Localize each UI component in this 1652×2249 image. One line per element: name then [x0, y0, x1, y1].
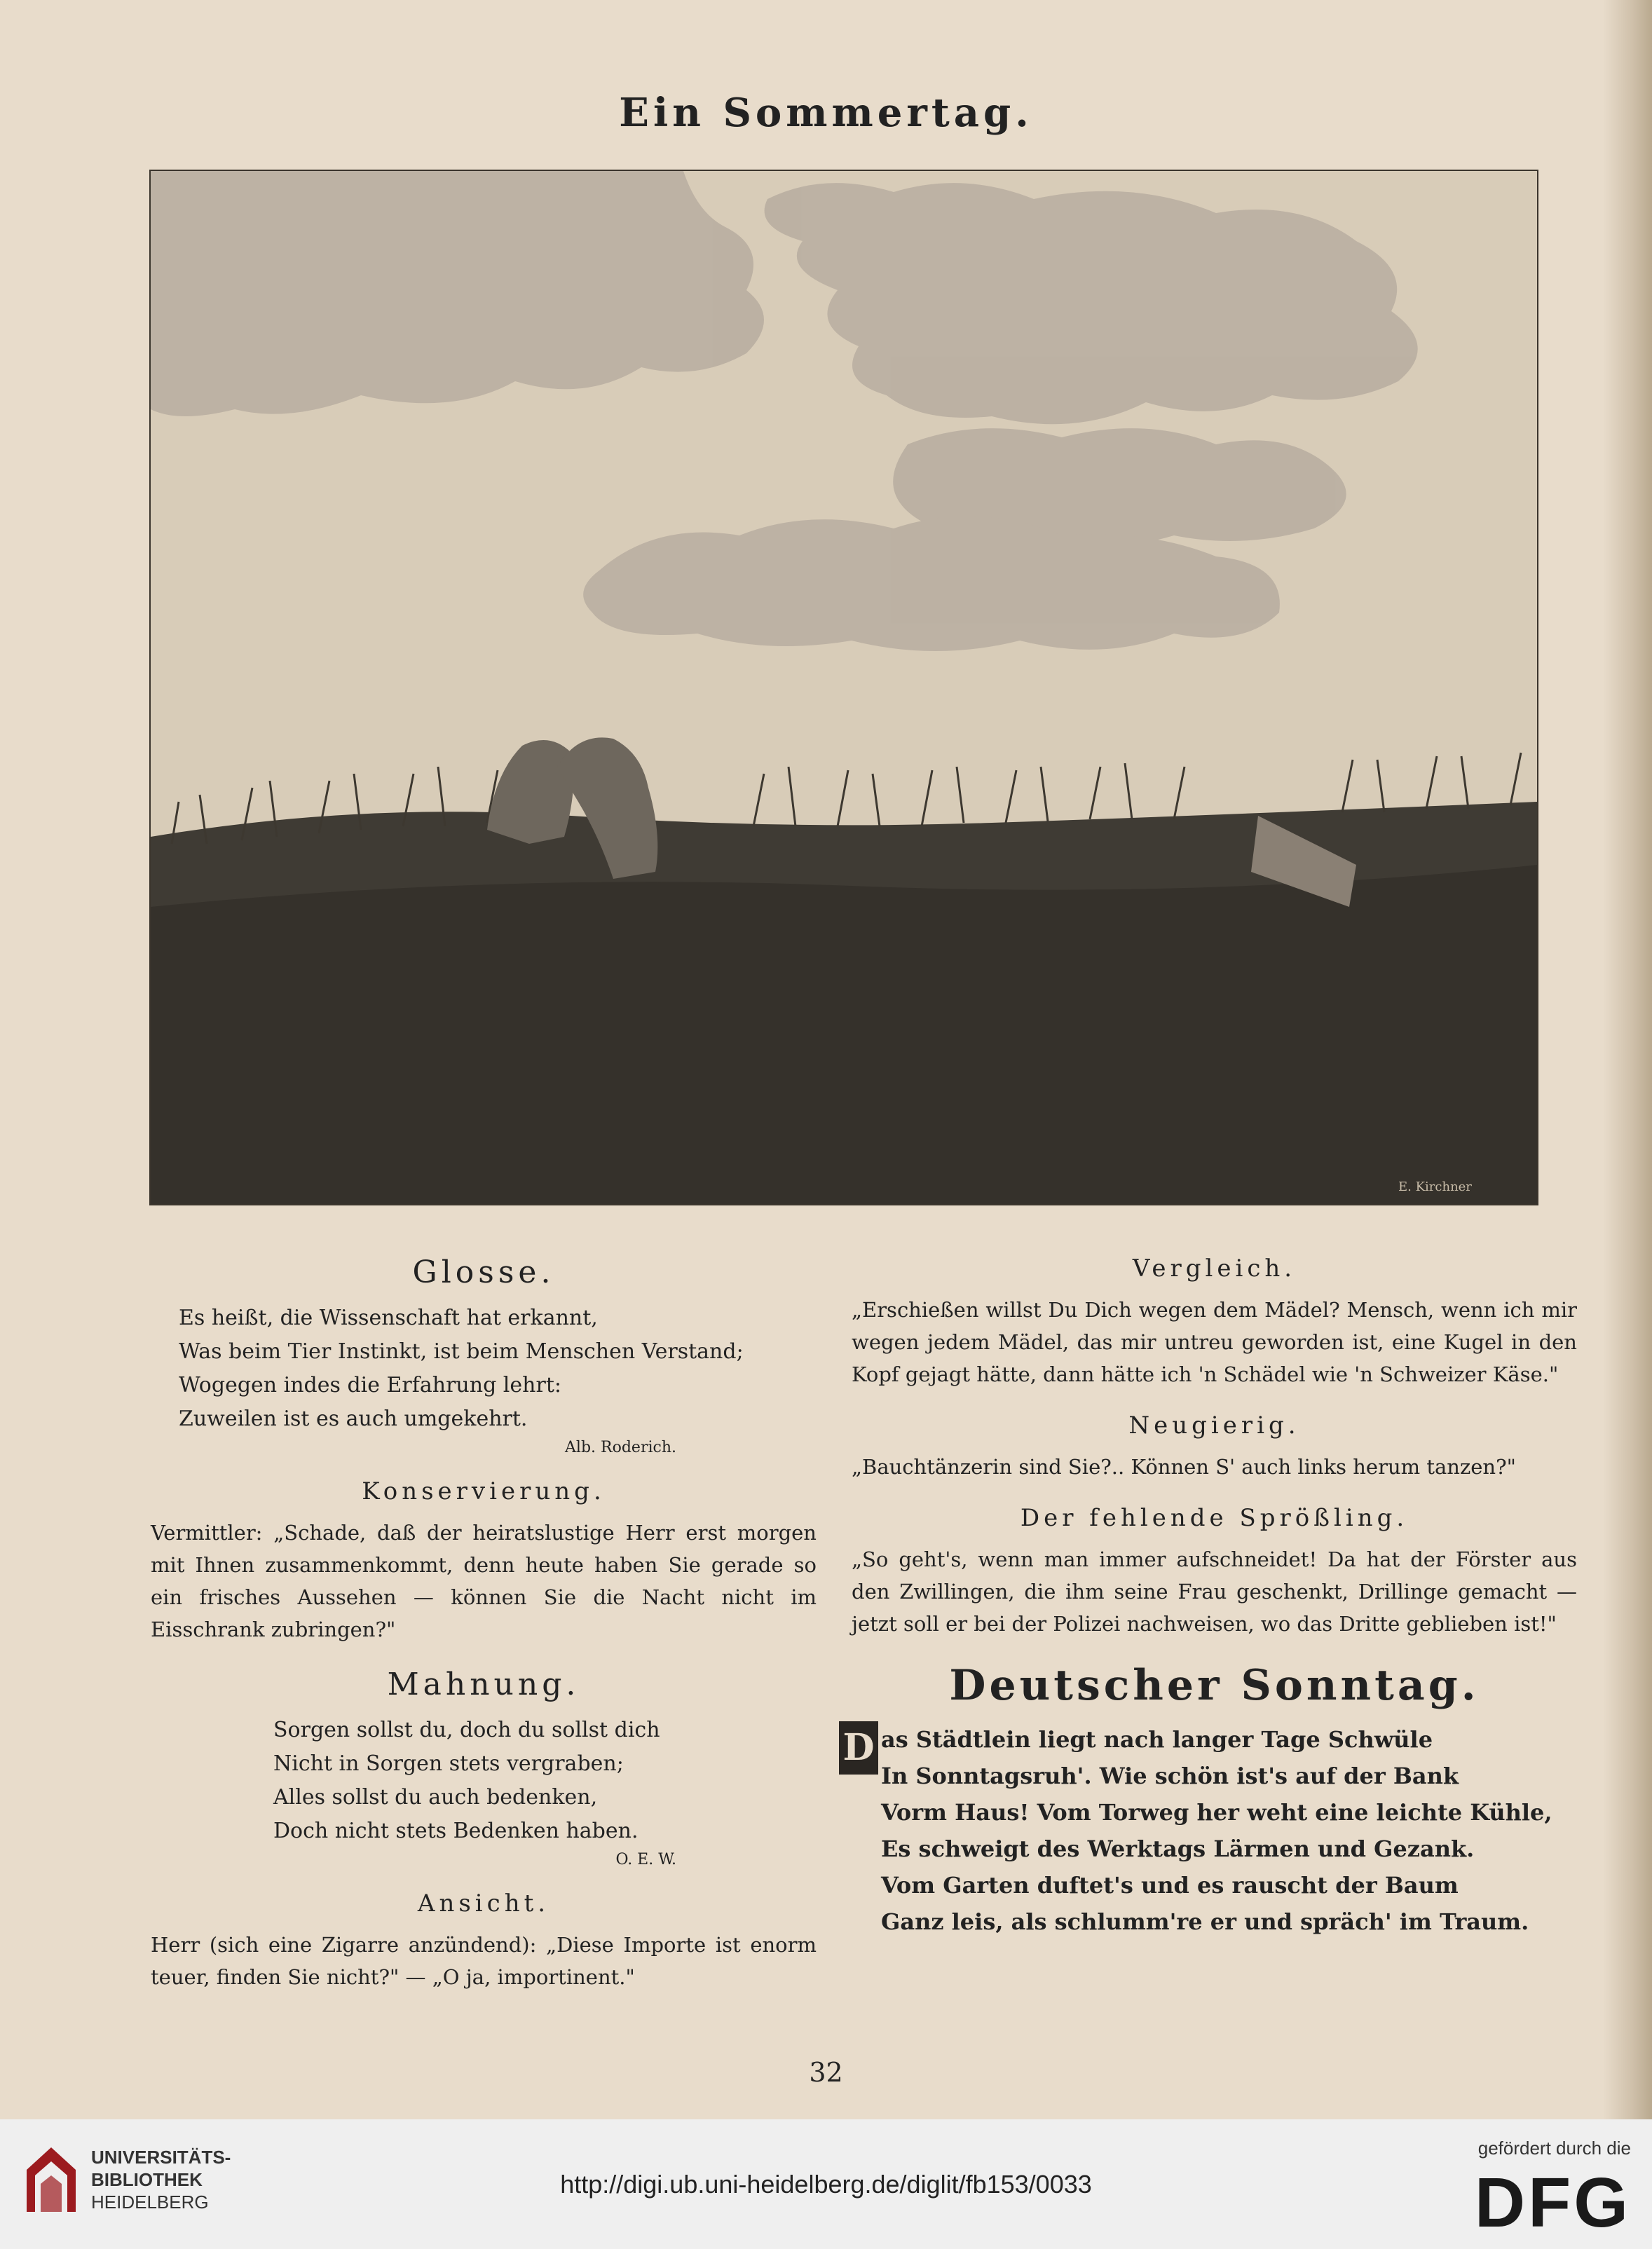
institution-line: BIBLIOTHEK: [91, 2169, 203, 2190]
text-neugierig: „Bauchtänzerin sind Sie?.. Können S' auch links herum tanzen?": [852, 1455, 1516, 1479]
heading-deutscher-sonntag: Deutscher Sonntag.: [949, 1661, 1480, 1710]
poem-line-first-rest: as Städtlein liegt nach langer Tage Schwüle: [881, 1726, 1433, 1753]
section-deutscher-sonntag: [842, 1661, 1577, 1940]
heading-konservierung: Konservierung.: [362, 1477, 606, 1505]
poem-line: Es schweigt des Werktags Lärmen und Gezank.: [881, 1836, 1475, 1862]
section-ansicht: [151, 1889, 817, 1993]
poem-line: Ganz leis, als schlumm're er und spräch' im Traum.: [881, 1908, 1529, 1935]
author-mahnung: O. E. W.: [615, 1851, 676, 1868]
section-glosse: [151, 1255, 817, 1456]
illustration-summer-day: [149, 170, 1538, 1205]
dfg-logo: DFG: [1474, 2163, 1631, 2242]
poem-line: Vorm Haus! Vom Torweg her weht eine leichte Kühle,: [881, 1799, 1552, 1826]
poem-line: Wogegen indes die Erfahrung lehrt:: [179, 1373, 561, 1397]
text-konservierung: Vermittler: „Schade, daß der heiratslustige Herr erst morgen mit Ihnen zusammenkommt, denn heute haben Sie gerade so ein frisches Aussehen — können Sie die Nacht nicht im Eisschrank zubringen?": [151, 1521, 817, 1641]
section-konservierung: [151, 1477, 817, 1646]
heading-vergleich: Vergleich.: [1132, 1255, 1297, 1283]
section-neugierig: [852, 1411, 1577, 1483]
footer-bar: [0, 2119, 1652, 2249]
text-vergleich: „Erschießen willst Du Dich wegen dem Mädel? Mensch, wenn ich mir wegen jedem Mädel, das mir untreu geworden ist, eine Kugel in den Kopf gejagt hätte, dann hätte ich 'n Schädel wie 'n Schweizer Käse.": [852, 1298, 1577, 1386]
section-sproessling: [852, 1504, 1577, 1640]
poem-line: Es heißt, die Wissenschaft hat erkannt,: [179, 1306, 598, 1330]
text-ansicht: Herr (sich eine Zigarre anzündend): „Diese Importe ist enorm teuer, finden Sie nicht?" — „O ja, importinent.": [151, 1933, 817, 1989]
heading-mahnung: Mahnung.: [387, 1667, 580, 1702]
funded-by-label: gefördert durch die: [1477, 2138, 1631, 2159]
author-glosse: Alb. Roderich.: [565, 1439, 676, 1456]
poem-deutscher-sonntag: [842, 1721, 1577, 1940]
institution-line: HEIDELBERG: [91, 2192, 209, 2213]
poem-line: [842, 1721, 1577, 1769]
heading-sproessling: Der fehlende Sprößling.: [1020, 1504, 1409, 1532]
text-sproessling: „So geht's, wenn man immer aufschneidet! Da hat der Förster aus den Zwillingen, die ihm seine Frau geschenkt, Drillinge gemacht — jetzt soll er bei der Polizei nachweisen, wo das Dritte geblieben ist!": [852, 1547, 1577, 1636]
page-number: 32: [809, 2057, 843, 2088]
section-vergleich: [852, 1255, 1577, 1390]
heading-neugierig: Neugierig.: [1128, 1411, 1300, 1440]
heading-ansicht: Ansicht.: [417, 1889, 550, 1918]
poem-line: Vom Garten duftet's und es rauscht der Baum: [881, 1872, 1459, 1899]
heading-glosse: Glosse.: [412, 1255, 555, 1290]
poem-line: Alles sollst du auch bedenken,: [273, 1785, 598, 1810]
poem-line: Was beim Tier Instinkt, ist beim Menschen Verstand;: [179, 1339, 744, 1364]
poem-line: Doch nicht stets Bedenken haben.: [273, 1819, 639, 1843]
poem-line: Zuweilen ist es auch umgekehrt.: [179, 1407, 528, 1431]
poem-glosse: [151, 1301, 817, 1436]
poem-mahnung: [151, 1714, 817, 1848]
source-url-link[interactable]: http://digi.ub.uni-heidelberg.de/diglit/fb153/0033: [560, 2170, 1092, 2199]
section-mahnung: [151, 1667, 817, 1868]
poem-line: In Sonntagsruh'. Wie schön ist's auf der Bank: [881, 1763, 1459, 1789]
right-column: [842, 1255, 1577, 1961]
illustration-signature: E. Kirchner: [1398, 1180, 1472, 1194]
poem-line: Sorgen sollst du, doch du sollst dich: [273, 1718, 660, 1742]
left-column: [151, 1255, 817, 2014]
institution-line: UNIVERSITÄTS-: [91, 2147, 231, 2168]
poem-line: Nicht in Sorgen stets vergraben;: [273, 1751, 624, 1776]
drop-cap-initial: D: [839, 1721, 878, 1775]
page-title: Ein Sommertag.: [619, 90, 1033, 136]
page-edge-shadow: [1603, 0, 1652, 2119]
